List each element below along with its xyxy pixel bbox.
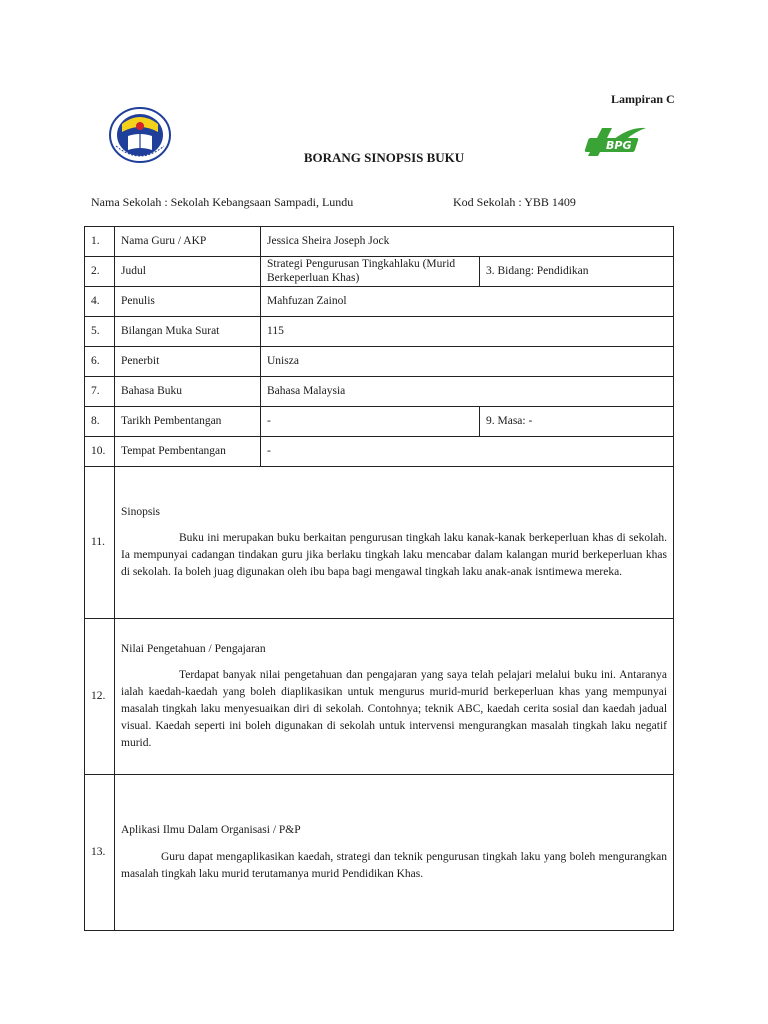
section-number: 12. — [85, 619, 115, 775]
document-title: BORANG SINOPSIS BUKU — [303, 150, 465, 165]
row-label: Nama Guru / AKP — [115, 227, 261, 257]
row-number: 6. — [85, 347, 115, 377]
table-row — [85, 227, 674, 257]
row-number: 7. — [85, 377, 115, 407]
row-value: - — [261, 437, 674, 467]
row-value: 115 — [261, 317, 674, 347]
bpg-logo-text: BPG — [606, 139, 632, 152]
section-heading: Aplikasi Ilmu Dalam Organisasi / P&P — [121, 823, 301, 836]
synopsis-section — [85, 467, 674, 619]
school-name: Nama Sekolah : Sekolah Kebangsaan Sampadi, Lundu — [91, 195, 354, 209]
row-label: Tempat Pembentangan — [115, 437, 261, 467]
row-number: 5. — [85, 317, 115, 347]
row-value: Strategi Pengurusan Tingkahlaku (Murid Berkeperluan Khas) — [261, 257, 480, 287]
row-value: - — [261, 407, 480, 437]
row-value: Mahfuzan Zainol — [261, 287, 674, 317]
row-label: Bilangan Muka Surat — [115, 317, 261, 347]
table-row — [85, 317, 674, 347]
section-cell — [115, 467, 674, 619]
school-code: Kod Sekolah : YBB 1409 — [453, 195, 576, 209]
row-number: 10. — [85, 437, 115, 467]
row-value: Unisza — [261, 347, 674, 377]
synopsis-form-table — [84, 226, 674, 931]
row-number: 4. — [85, 287, 115, 317]
row-number: 8. — [85, 407, 115, 437]
row-value: Jessica Sheira Joseph Jock — [261, 227, 674, 257]
section-body: Guru dapat mengaplikasikan kaedah, strategi dan teknik pengurusan tingkah laku yang boleh mengurangkan masalah tingkah laku murid terutamanya murid Pendidikan Khas. — [121, 851, 668, 881]
section-cell — [115, 775, 674, 931]
table-row — [85, 407, 674, 437]
table-row — [85, 287, 674, 317]
section-heading: Sinopsis — [121, 505, 160, 518]
section-number: 11. — [85, 467, 115, 619]
section-heading: Nilai Pengetahuan / Pengajaran — [121, 642, 266, 655]
table-row — [85, 257, 674, 287]
row-extra-value: 3. Bidang: Pendidikan — [480, 257, 674, 287]
row-label: Tarikh Pembentangan — [115, 407, 261, 437]
appendix-label: Lampiran C — [611, 92, 675, 106]
section-body: Buku ini merupakan buku berkaitan pengurusan tingkah laku kanak-kanak berkeperluan khas di sekolah. Ia mempunyai cadangan tindakan guru jika berlaku tingkah laku mencabar dalam kalangan murid berkeperluan khas di sekolah. Ia boleh juag digunakan oleh ibu bapa bagi mengawal tingkah laku anak-anak isntimewa mereka. — [121, 532, 668, 579]
row-label: Bahasa Buku — [115, 377, 261, 407]
table-row — [85, 377, 674, 407]
section-body: Terdapat banyak nilai pengetahuan dan pengajaran yang saya telah pelajari melalui buku ini. Antaranya ialah kaedah-kaedah yang boleh diaplikasikan untuk mengurus murid-murid berkeperluan khas yang mempunyai masalah tingkah laku menyesuaikan diri di sekolah. Contohnya; teknik ABC, kaedah cerita sosial dan kaedah jadual visual. Kaedah seperti ini boleh digunakan di sekolah untuk intervensi mengurangkan masalah tingkah laku negatif murid. — [121, 669, 668, 750]
table-row — [85, 347, 674, 377]
knowledge-section — [85, 619, 674, 775]
row-label: Judul — [115, 257, 261, 287]
row-value: Bahasa Malaysia — [261, 377, 674, 407]
table-row — [85, 437, 674, 467]
row-label: Penerbit — [115, 347, 261, 377]
row-number: 2. — [85, 257, 115, 287]
application-section — [85, 775, 674, 931]
row-label: Penulis — [115, 287, 261, 317]
section-cell — [115, 619, 674, 775]
row-number: 1. — [85, 227, 115, 257]
section-number: 13. — [85, 775, 115, 931]
row-extra-value: 9. Masa: - — [480, 407, 674, 437]
